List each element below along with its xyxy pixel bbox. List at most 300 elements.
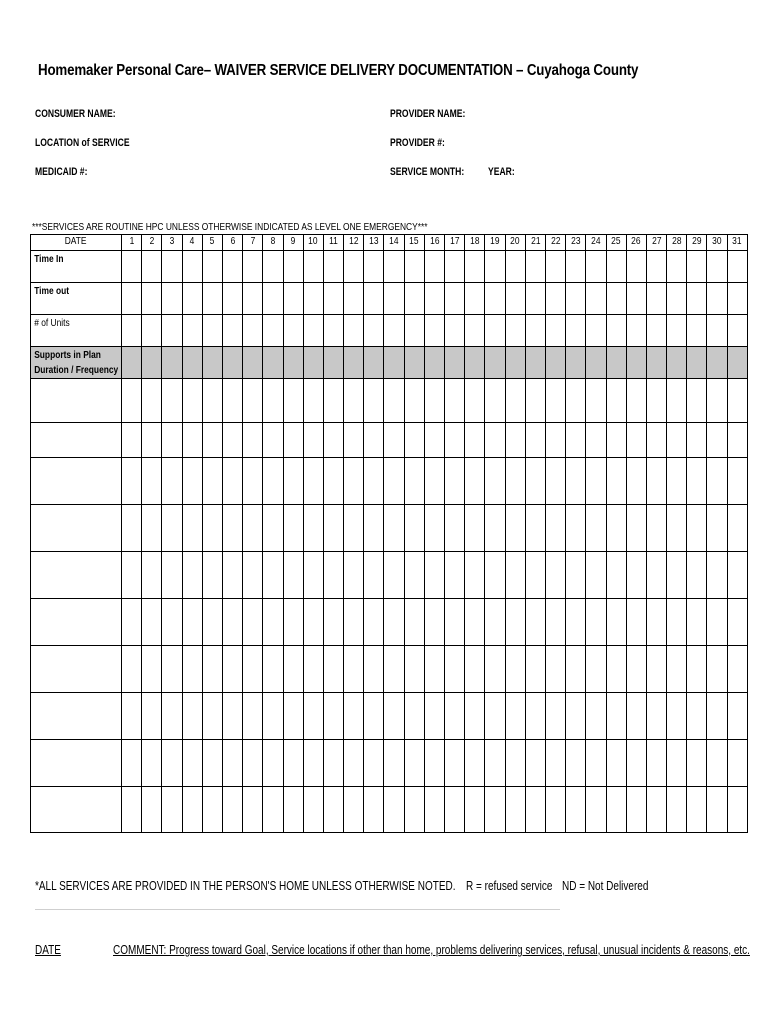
entry-cell[interactable] [525, 505, 545, 552]
entry-cell[interactable] [505, 740, 525, 787]
entry-cell[interactable] [364, 599, 384, 646]
entry-cell[interactable] [202, 552, 222, 599]
entry-cell[interactable] [364, 379, 384, 423]
entry-cell[interactable] [545, 693, 565, 740]
entry-cell[interactable] [505, 693, 525, 740]
entry-cell[interactable] [243, 552, 263, 599]
entry-cell[interactable] [243, 787, 263, 833]
entry-cell[interactable] [344, 740, 364, 787]
entry-cell[interactable] [162, 379, 182, 423]
entry-cell[interactable] [626, 740, 646, 787]
entry-cell[interactable] [202, 251, 222, 283]
entry-cell[interactable] [404, 423, 424, 458]
entry-cell[interactable] [303, 251, 323, 283]
entry-cell[interactable] [687, 251, 707, 283]
entry-cell[interactable] [586, 379, 606, 423]
entry-cell[interactable] [687, 599, 707, 646]
entry-cell[interactable] [263, 552, 283, 599]
entry-cell[interactable] [485, 379, 505, 423]
entry-cell[interactable] [263, 693, 283, 740]
entry-cell[interactable] [243, 379, 263, 423]
entry-cell[interactable] [545, 787, 565, 833]
entry-cell[interactable] [344, 347, 364, 379]
entry-cell[interactable] [364, 552, 384, 599]
entry-cell[interactable] [263, 347, 283, 379]
entry-cell[interactable] [707, 740, 727, 787]
entry-cell[interactable] [384, 740, 404, 787]
entry-cell[interactable] [485, 423, 505, 458]
entry-cell[interactable] [505, 505, 525, 552]
entry-cell[interactable] [122, 505, 142, 552]
entry-cell[interactable] [525, 283, 545, 315]
entry-cell[interactable] [727, 505, 747, 552]
entry-cell[interactable] [142, 458, 162, 505]
entry-cell[interactable] [727, 251, 747, 283]
entry-cell[interactable] [465, 379, 485, 423]
entry-cell[interactable] [566, 458, 586, 505]
entry-cell[interactable] [303, 693, 323, 740]
entry-cell[interactable] [344, 315, 364, 347]
entry-cell[interactable] [142, 552, 162, 599]
entry-cell[interactable] [182, 283, 202, 315]
entry-cell[interactable] [303, 423, 323, 458]
entry-cell[interactable] [202, 740, 222, 787]
entry-cell[interactable] [606, 740, 626, 787]
entry-cell[interactable] [303, 505, 323, 552]
entry-cell[interactable] [424, 423, 444, 458]
entry-cell[interactable] [586, 552, 606, 599]
entry-cell[interactable] [364, 646, 384, 693]
entry-cell[interactable] [122, 787, 142, 833]
entry-cell[interactable] [445, 423, 465, 458]
entry-cell[interactable] [545, 552, 565, 599]
entry-cell[interactable] [606, 599, 626, 646]
entry-cell[interactable] [687, 552, 707, 599]
entry-cell[interactable] [465, 347, 485, 379]
entry-cell[interactable] [182, 787, 202, 833]
entry-cell[interactable] [667, 740, 687, 787]
entry-cell[interactable] [606, 251, 626, 283]
entry-cell[interactable] [545, 505, 565, 552]
entry-cell[interactable] [122, 315, 142, 347]
entry-cell[interactable] [142, 379, 162, 423]
entry-cell[interactable] [364, 458, 384, 505]
entry-cell[interactable] [586, 505, 606, 552]
entry-cell[interactable] [626, 693, 646, 740]
entry-cell[interactable] [707, 552, 727, 599]
entry-cell[interactable] [606, 787, 626, 833]
entry-cell[interactable] [626, 347, 646, 379]
entry-cell[interactable] [243, 693, 263, 740]
entry-cell[interactable] [384, 693, 404, 740]
entry-cell[interactable] [384, 423, 404, 458]
entry-cell[interactable] [222, 740, 242, 787]
entry-cell[interactable] [667, 251, 687, 283]
entry-cell[interactable] [707, 423, 727, 458]
entry-cell[interactable] [162, 552, 182, 599]
entry-cell[interactable] [142, 423, 162, 458]
entry-cell[interactable] [424, 315, 444, 347]
entry-cell[interactable] [445, 379, 465, 423]
entry-cell[interactable] [727, 693, 747, 740]
entry-cell[interactable] [122, 458, 142, 505]
entry-cell[interactable] [243, 740, 263, 787]
entry-cell[interactable] [122, 347, 142, 379]
entry-cell[interactable] [122, 693, 142, 740]
entry-cell[interactable] [323, 599, 343, 646]
entry-cell[interactable] [162, 251, 182, 283]
entry-cell[interactable] [505, 347, 525, 379]
entry-cell[interactable] [424, 458, 444, 505]
entry-cell[interactable] [646, 315, 666, 347]
entry-cell[interactable] [364, 787, 384, 833]
entry-cell[interactable] [586, 740, 606, 787]
entry-cell[interactable] [182, 599, 202, 646]
entry-cell[interactable] [404, 787, 424, 833]
entry-cell[interactable] [424, 740, 444, 787]
entry-cell[interactable] [606, 347, 626, 379]
entry-cell[interactable] [505, 423, 525, 458]
entry-cell[interactable] [525, 315, 545, 347]
entry-cell[interactable] [707, 599, 727, 646]
entry-cell[interactable] [566, 283, 586, 315]
entry-cell[interactable] [566, 251, 586, 283]
entry-cell[interactable] [646, 599, 666, 646]
entry-cell[interactable] [646, 423, 666, 458]
entry-cell[interactable] [667, 283, 687, 315]
entry-cell[interactable] [606, 379, 626, 423]
entry-cell[interactable] [667, 423, 687, 458]
entry-cell[interactable] [263, 646, 283, 693]
entry-cell[interactable] [707, 458, 727, 505]
entry-cell[interactable] [364, 423, 384, 458]
entry-cell[interactable] [222, 347, 242, 379]
entry-cell[interactable] [122, 740, 142, 787]
entry-cell[interactable] [465, 599, 485, 646]
entry-cell[interactable] [283, 379, 303, 423]
entry-cell[interactable] [525, 693, 545, 740]
entry-cell[interactable] [404, 379, 424, 423]
entry-cell[interactable] [626, 251, 646, 283]
entry-cell[interactable] [384, 787, 404, 833]
entry-cell[interactable] [323, 458, 343, 505]
entry-cell[interactable] [566, 347, 586, 379]
entry-cell[interactable] [162, 646, 182, 693]
entry-cell[interactable] [344, 505, 364, 552]
entry-cell[interactable] [646, 646, 666, 693]
entry-cell[interactable] [505, 251, 525, 283]
entry-cell[interactable] [505, 787, 525, 833]
entry-cell[interactable] [162, 283, 182, 315]
entry-cell[interactable] [606, 646, 626, 693]
entry-cell[interactable] [646, 552, 666, 599]
entry-cell[interactable] [465, 787, 485, 833]
entry-cell[interactable] [606, 315, 626, 347]
entry-cell[interactable] [222, 505, 242, 552]
entry-cell[interactable] [566, 505, 586, 552]
entry-cell[interactable] [505, 646, 525, 693]
entry-cell[interactable] [222, 787, 242, 833]
entry-cell[interactable] [485, 315, 505, 347]
entry-cell[interactable] [525, 251, 545, 283]
entry-cell[interactable] [707, 251, 727, 283]
entry-cell[interactable] [424, 646, 444, 693]
entry-cell[interactable] [626, 379, 646, 423]
entry-cell[interactable] [243, 646, 263, 693]
entry-cell[interactable] [384, 315, 404, 347]
entry-cell[interactable] [687, 693, 707, 740]
entry-cell[interactable] [707, 315, 727, 347]
entry-cell[interactable] [384, 552, 404, 599]
entry-cell[interactable] [505, 552, 525, 599]
entry-cell[interactable] [344, 283, 364, 315]
entry-cell[interactable] [586, 283, 606, 315]
entry-cell[interactable] [586, 315, 606, 347]
entry-cell[interactable] [606, 458, 626, 505]
entry-cell[interactable] [525, 599, 545, 646]
entry-cell[interactable] [283, 599, 303, 646]
entry-cell[interactable] [323, 505, 343, 552]
entry-cell[interactable] [243, 315, 263, 347]
entry-cell[interactable] [182, 458, 202, 505]
entry-cell[interactable] [606, 283, 626, 315]
entry-cell[interactable] [182, 505, 202, 552]
entry-cell[interactable] [344, 423, 364, 458]
entry-cell[interactable] [424, 505, 444, 552]
entry-cell[interactable] [566, 787, 586, 833]
entry-cell[interactable] [646, 283, 666, 315]
entry-cell[interactable] [465, 693, 485, 740]
entry-cell[interactable] [586, 693, 606, 740]
entry-cell[interactable] [263, 423, 283, 458]
entry-cell[interactable] [344, 787, 364, 833]
entry-cell[interactable] [182, 740, 202, 787]
entry-cell[interactable] [566, 599, 586, 646]
entry-cell[interactable] [364, 505, 384, 552]
entry-cell[interactable] [142, 740, 162, 787]
entry-cell[interactable] [364, 347, 384, 379]
entry-cell[interactable] [505, 458, 525, 505]
entry-cell[interactable] [465, 505, 485, 552]
entry-cell[interactable] [202, 379, 222, 423]
entry-cell[interactable] [424, 693, 444, 740]
entry-cell[interactable] [465, 740, 485, 787]
entry-cell[interactable] [222, 552, 242, 599]
entry-cell[interactable] [243, 599, 263, 646]
entry-cell[interactable] [707, 693, 727, 740]
entry-cell[interactable] [586, 347, 606, 379]
entry-cell[interactable] [606, 505, 626, 552]
entry-cell[interactable] [586, 787, 606, 833]
entry-cell[interactable] [485, 693, 505, 740]
entry-cell[interactable] [182, 552, 202, 599]
entry-cell[interactable] [545, 646, 565, 693]
entry-cell[interactable] [283, 505, 303, 552]
entry-cell[interactable] [162, 423, 182, 458]
entry-cell[interactable] [687, 283, 707, 315]
entry-cell[interactable] [646, 251, 666, 283]
entry-cell[interactable] [566, 693, 586, 740]
entry-cell[interactable] [323, 315, 343, 347]
entry-cell[interactable] [162, 599, 182, 646]
entry-cell[interactable] [323, 787, 343, 833]
entry-cell[interactable] [485, 347, 505, 379]
entry-cell[interactable] [222, 423, 242, 458]
entry-cell[interactable] [727, 423, 747, 458]
entry-cell[interactable] [626, 423, 646, 458]
entry-cell[interactable] [687, 505, 707, 552]
entry-cell[interactable] [202, 347, 222, 379]
entry-cell[interactable] [283, 458, 303, 505]
entry-cell[interactable] [626, 787, 646, 833]
entry-cell[interactable] [404, 505, 424, 552]
entry-cell[interactable] [485, 458, 505, 505]
entry-cell[interactable] [222, 458, 242, 505]
entry-cell[interactable] [687, 379, 707, 423]
entry-cell[interactable] [707, 646, 727, 693]
entry-cell[interactable] [263, 599, 283, 646]
entry-cell[interactable] [142, 599, 162, 646]
entry-cell[interactable] [182, 315, 202, 347]
entry-cell[interactable] [323, 347, 343, 379]
entry-cell[interactable] [424, 379, 444, 423]
entry-cell[interactable] [404, 646, 424, 693]
entry-cell[interactable] [687, 315, 707, 347]
entry-cell[interactable] [384, 599, 404, 646]
entry-cell[interactable] [263, 740, 283, 787]
entry-cell[interactable] [424, 599, 444, 646]
entry-cell[interactable] [222, 693, 242, 740]
entry-cell[interactable] [646, 740, 666, 787]
entry-cell[interactable] [222, 315, 242, 347]
entry-cell[interactable] [465, 458, 485, 505]
entry-cell[interactable] [707, 505, 727, 552]
entry-cell[interactable] [384, 283, 404, 315]
entry-cell[interactable] [122, 599, 142, 646]
entry-cell[interactable] [303, 787, 323, 833]
entry-cell[interactable] [344, 251, 364, 283]
entry-cell[interactable] [364, 283, 384, 315]
entry-cell[interactable] [545, 347, 565, 379]
entry-cell[interactable] [667, 347, 687, 379]
entry-cell[interactable] [485, 283, 505, 315]
entry-cell[interactable] [667, 693, 687, 740]
entry-cell[interactable] [162, 740, 182, 787]
entry-cell[interactable] [445, 458, 465, 505]
entry-cell[interactable] [222, 379, 242, 423]
entry-cell[interactable] [404, 347, 424, 379]
entry-cell[interactable] [182, 379, 202, 423]
entry-cell[interactable] [445, 740, 465, 787]
entry-cell[interactable] [626, 315, 646, 347]
entry-cell[interactable] [586, 458, 606, 505]
entry-cell[interactable] [505, 379, 525, 423]
entry-cell[interactable] [202, 283, 222, 315]
entry-cell[interactable] [485, 251, 505, 283]
entry-cell[interactable] [263, 251, 283, 283]
entry-cell[interactable] [202, 787, 222, 833]
entry-cell[interactable] [485, 599, 505, 646]
entry-cell[interactable] [263, 787, 283, 833]
entry-cell[interactable] [445, 787, 465, 833]
entry-cell[interactable] [626, 458, 646, 505]
entry-cell[interactable] [707, 787, 727, 833]
entry-cell[interactable] [707, 379, 727, 423]
entry-cell[interactable] [323, 646, 343, 693]
entry-cell[interactable] [142, 693, 162, 740]
entry-cell[interactable] [626, 505, 646, 552]
entry-cell[interactable] [243, 251, 263, 283]
entry-cell[interactable] [545, 599, 565, 646]
entry-cell[interactable] [384, 505, 404, 552]
entry-cell[interactable] [687, 347, 707, 379]
entry-cell[interactable] [384, 379, 404, 423]
entry-cell[interactable] [445, 599, 465, 646]
entry-cell[interactable] [646, 787, 666, 833]
entry-cell[interactable] [727, 646, 747, 693]
entry-cell[interactable] [586, 599, 606, 646]
entry-cell[interactable] [727, 315, 747, 347]
entry-cell[interactable] [344, 693, 364, 740]
entry-cell[interactable] [182, 347, 202, 379]
entry-cell[interactable] [404, 251, 424, 283]
entry-cell[interactable] [182, 646, 202, 693]
entry-cell[interactable] [667, 315, 687, 347]
entry-cell[interactable] [646, 347, 666, 379]
entry-cell[interactable] [283, 646, 303, 693]
entry-cell[interactable] [142, 787, 162, 833]
entry-cell[interactable] [162, 693, 182, 740]
entry-cell[interactable] [485, 505, 505, 552]
entry-cell[interactable] [263, 458, 283, 505]
entry-cell[interactable] [586, 251, 606, 283]
entry-cell[interactable] [263, 505, 283, 552]
entry-cell[interactable] [445, 693, 465, 740]
entry-cell[interactable] [485, 740, 505, 787]
entry-cell[interactable] [404, 740, 424, 787]
entry-cell[interactable] [566, 552, 586, 599]
entry-cell[interactable] [545, 283, 565, 315]
entry-cell[interactable] [323, 693, 343, 740]
entry-cell[interactable] [566, 379, 586, 423]
entry-cell[interactable] [626, 599, 646, 646]
entry-cell[interactable] [404, 693, 424, 740]
entry-cell[interactable] [727, 552, 747, 599]
entry-cell[interactable] [424, 552, 444, 599]
entry-cell[interactable] [323, 283, 343, 315]
entry-cell[interactable] [243, 505, 263, 552]
entry-cell[interactable] [162, 347, 182, 379]
entry-cell[interactable] [243, 283, 263, 315]
entry-cell[interactable] [142, 251, 162, 283]
entry-cell[interactable] [162, 505, 182, 552]
entry-cell[interactable] [465, 423, 485, 458]
entry-cell[interactable] [445, 315, 465, 347]
entry-cell[interactable] [707, 347, 727, 379]
entry-cell[interactable] [283, 347, 303, 379]
entry-cell[interactable] [182, 693, 202, 740]
entry-cell[interactable] [505, 283, 525, 315]
entry-cell[interactable] [303, 347, 323, 379]
entry-cell[interactable] [545, 379, 565, 423]
entry-cell[interactable] [303, 379, 323, 423]
entry-cell[interactable] [364, 315, 384, 347]
entry-cell[interactable] [667, 646, 687, 693]
entry-cell[interactable] [364, 740, 384, 787]
entry-cell[interactable] [404, 458, 424, 505]
entry-cell[interactable] [727, 787, 747, 833]
entry-cell[interactable] [485, 552, 505, 599]
